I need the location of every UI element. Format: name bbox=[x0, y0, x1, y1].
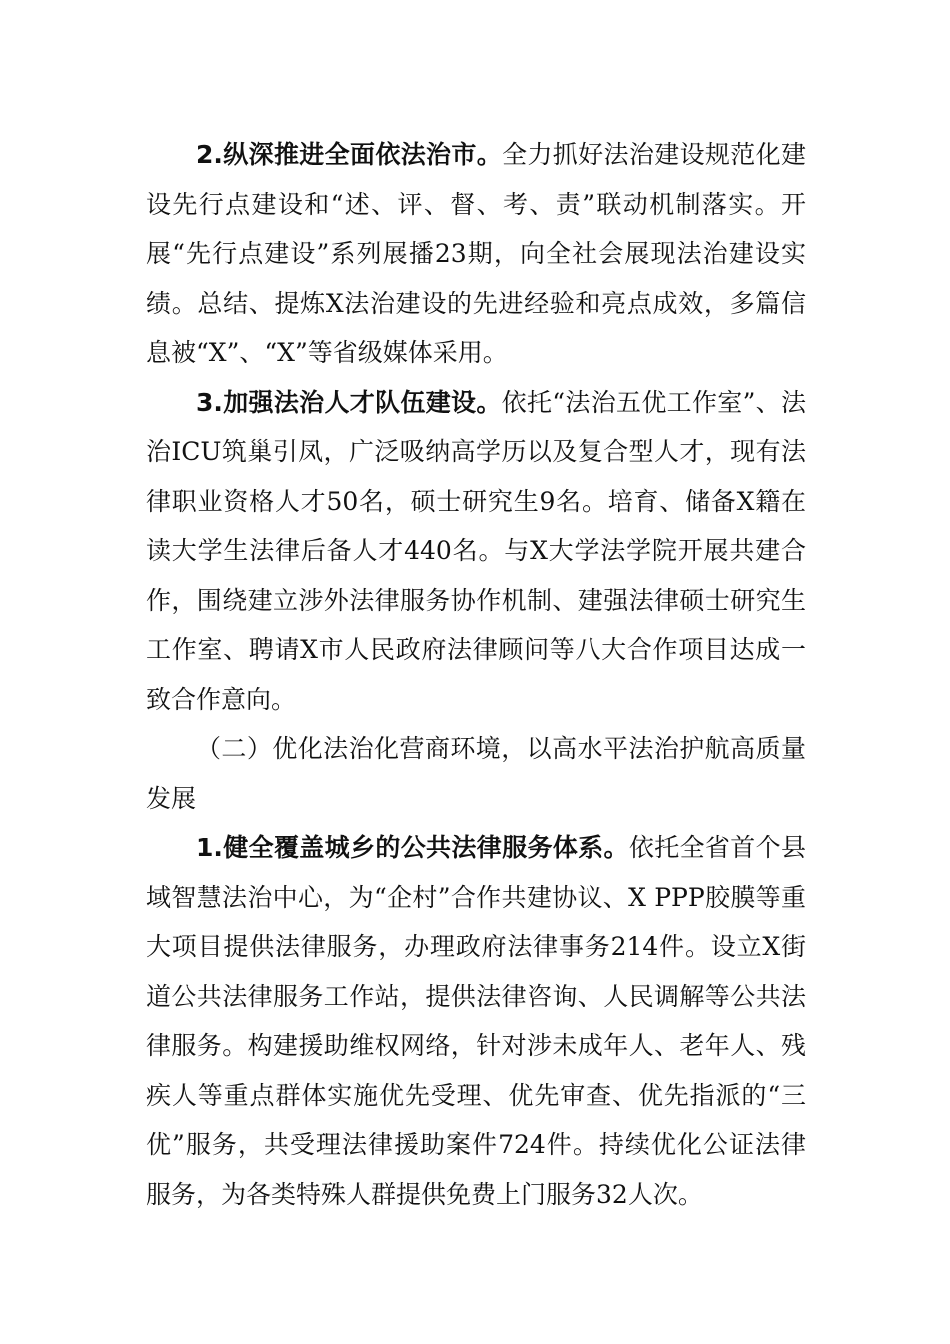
paragraph-heading: 3.加强法治人才队伍建设。 bbox=[196, 387, 502, 417]
paragraph-item bbox=[146, 378, 806, 725]
paragraph-body: 依托“法治五优工作室”、法治ICU筑巢引凤，广泛吸纳高学历以及复合型人才，现有法律职业资格人才50名，硕士研究生9名。培育、储备X籍在读大学生法律后备人才440名。与X大学法学院开展共建合作，围绕建立涉外法律服务协作机制、建强法律硕士研究生工作室、聘请X市人民政府法律顾问等八大合作项目达成一致合作意向。 bbox=[146, 387, 806, 714]
paragraph-body: 依托全省首个县域智慧法治中心，为“企村”合作共建协议、X PPP胶膜等重大项目提供法律服务，办理政府法律事务214件。设立X街道公共法律服务工作站，提供法律咨询、人民调解等公共法律服务。构建援助维权网络，针对涉未成年人、老年人、残疾人等重点群体实施优先受理、优先审查、优先指派的“三优”服务，共受理法律援助案件724件。持续优化公证法律服务，为各类特殊人群提供免费上门服务32人次。 bbox=[146, 833, 806, 1209]
document-page bbox=[146, 130, 806, 1219]
section-heading-text: （二）优化法治化营商环境，以高水平法治护航高质量发展 bbox=[146, 734, 806, 813]
paragraph-heading: 2.纵深推进全面依法治市。 bbox=[196, 140, 503, 169]
paragraph-heading: 1.健全覆盖城乡的公共法律服务体系。 bbox=[196, 833, 629, 862]
paragraph-item bbox=[146, 823, 806, 1219]
section-heading bbox=[146, 724, 806, 823]
paragraph-item bbox=[146, 130, 806, 378]
paragraph-body: 全力抓好法治建设规范化建设先行点建设和“述、评、督、考、责”联动机制落实。开展“先行点建设”系列展播23期，向全社会展现法治建设实绩。总结、提炼X法治建设的先进经验和亮点成效，多篇信息被“X”、“X”等省级媒体采用。 bbox=[146, 140, 806, 367]
